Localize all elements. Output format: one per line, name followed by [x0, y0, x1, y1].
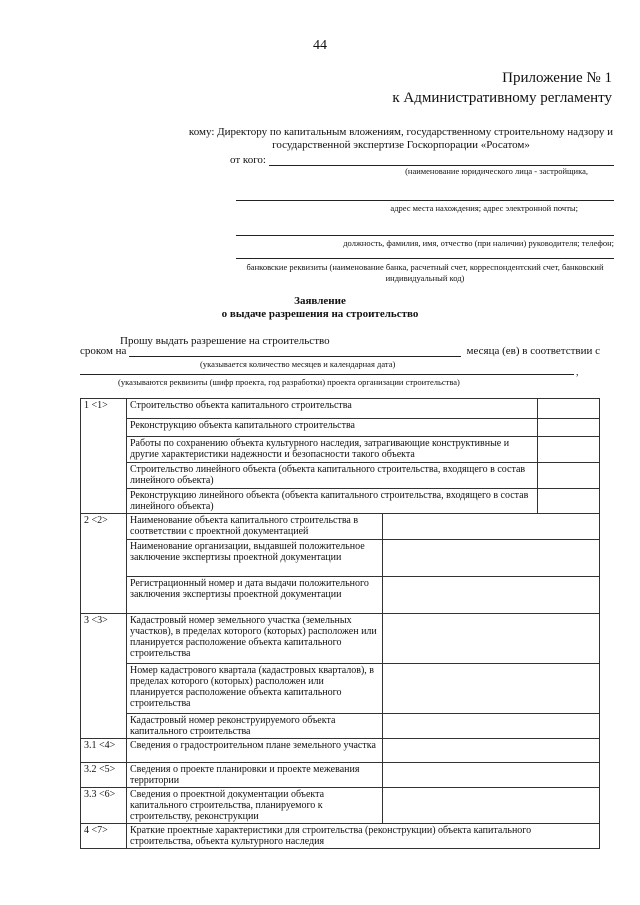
hint-applicant-name: (наименование юридического лица - застройщика, — [405, 166, 588, 176]
row-number: 3.1 <4> — [81, 739, 127, 763]
request-text: Прошу выдать разрешение на строительство — [120, 335, 330, 347]
hint-address: адрес места нахождения; адрес электронной почты; — [390, 203, 578, 213]
hint-position: должность, фамилия, имя, отчество (при наличии) руководителя; телефон; — [343, 238, 614, 248]
table-row — [81, 824, 600, 849]
row-number: 3.2 <5> — [81, 763, 127, 788]
table-row — [81, 763, 600, 788]
application-table — [80, 398, 600, 849]
address-blank-line[interactable] — [236, 200, 614, 201]
row-number: 4 <7> — [81, 824, 127, 849]
from-blank-line[interactable] — [269, 156, 614, 166]
row-label: Краткие проектные характеристики для строительства (реконструкции) объекта капитального строительства, объекта культурного наследия — [127, 824, 600, 849]
value-cell[interactable] — [383, 714, 600, 739]
row-number: 1 <1> — [81, 399, 127, 514]
page-number: 44 — [313, 38, 327, 53]
appendix-subtitle: к Административному регламенту — [392, 90, 612, 106]
term-field[interactable] — [80, 345, 600, 357]
value-cell[interactable] — [538, 419, 600, 437]
value-cell[interactable] — [383, 788, 600, 824]
row-label: Работы по сохранению объекта культурного наследия, затрагивающие конструктивные и другие характеристики надежности и безопасности такого объекта — [127, 437, 538, 463]
statement-heading: Заявление — [294, 295, 346, 307]
row-label: Наименование организации, выдавшей положительное заключение экспертизы проектной документации — [127, 540, 383, 577]
bank-blank-line[interactable] — [236, 258, 614, 259]
term-hint: (указывается количество месяцев и календарная дата) — [200, 359, 396, 369]
row-number: 3.3 <6> — [81, 788, 127, 824]
hint-bank: банковские реквизиты (наименование банка, расчетный счет, корреспондентский счет, банковский индивидуальный код) — [246, 262, 604, 283]
term-label: сроком на — [80, 345, 127, 357]
appendix-title: Приложение № 1 — [502, 70, 612, 86]
table-row — [81, 463, 600, 489]
row-label: Регистрационный номер и дата выдачи положительного заключения экспертизы проектной документации — [127, 577, 383, 614]
row-label: Номер кадастрового квартала (кадастровых кварталов), в пределах которого (которых) расположен или планируется расположение объекта капитального строительства — [127, 664, 383, 714]
project-hint: (указываются реквизиты (шифр проекта, год разработки) проекта организации строительства) — [118, 377, 460, 387]
table-row — [81, 419, 600, 437]
table-row — [81, 664, 600, 714]
row-label: Кадастровый номер земельного участка (земельных участков), в пределах которого (которых) расположен или планируется расположение объекта капитального строительства — [127, 614, 383, 664]
value-cell[interactable] — [383, 739, 600, 763]
row-label: Сведения о проектной документации объекта капитального строительства, планируемого к строительству, реконструкции — [127, 788, 383, 824]
row-label: Сведения о проекте планировки и проекте межевания территории — [127, 763, 383, 788]
value-cell[interactable] — [538, 399, 600, 419]
row-label: Кадастровый номер реконструируемого объекта капитального строительства — [127, 714, 383, 739]
statement-title — [0, 295, 640, 321]
from-field[interactable] — [230, 154, 614, 166]
value-cell[interactable] — [383, 514, 600, 540]
table-row — [81, 714, 600, 739]
project-blank-line[interactable] — [80, 374, 574, 375]
table-row — [81, 739, 600, 763]
table-row — [81, 577, 600, 614]
row-label: Реконструкцию линейного объекта (объекта капитального строительства, входящего в состав линейного объекта) — [127, 489, 538, 514]
table-row — [81, 489, 600, 514]
from-label: от кого: — [230, 154, 266, 166]
value-cell[interactable] — [383, 664, 600, 714]
value-cell[interactable] — [383, 614, 600, 664]
table-row — [81, 540, 600, 577]
position-blank-line[interactable] — [236, 235, 614, 236]
table-row — [81, 399, 600, 419]
row-number: 3 <3> — [81, 614, 127, 739]
value-cell[interactable] — [383, 763, 600, 788]
value-cell[interactable] — [383, 540, 600, 577]
term-suffix: месяца (ев) в соответствии с — [466, 345, 600, 357]
table-row — [81, 437, 600, 463]
table-row — [81, 514, 600, 540]
row-label: Строительство линейного объекта (объекта капитального строительства, входящего в состав линейного объекта) — [127, 463, 538, 489]
value-cell[interactable] — [538, 463, 600, 489]
table-row — [81, 614, 600, 664]
statement-subheading: о выдаче разрешения на строительство — [221, 308, 419, 320]
line-end-mark: , — [576, 367, 579, 378]
addressee-to: кому: Директору по капитальным вложениям, государственному строительному надзору и государственной экспертизе Госкорпорации «Росатом» — [188, 126, 614, 151]
row-label: Наименование объекта капитального строительства в соответствии с проектной документацией — [127, 514, 383, 540]
row-label: Строительство объекта капитального строительства — [127, 399, 538, 419]
value-cell[interactable] — [538, 437, 600, 463]
table-row — [81, 788, 600, 824]
value-cell[interactable] — [383, 577, 600, 614]
row-number: 2 <2> — [81, 514, 127, 614]
row-label: Реконструкцию объекта капитального строительства — [127, 419, 538, 437]
row-label: Сведения о градостроительном плане земельного участка — [127, 739, 383, 763]
term-blank-line[interactable] — [129, 347, 460, 357]
value-cell[interactable] — [538, 489, 600, 514]
